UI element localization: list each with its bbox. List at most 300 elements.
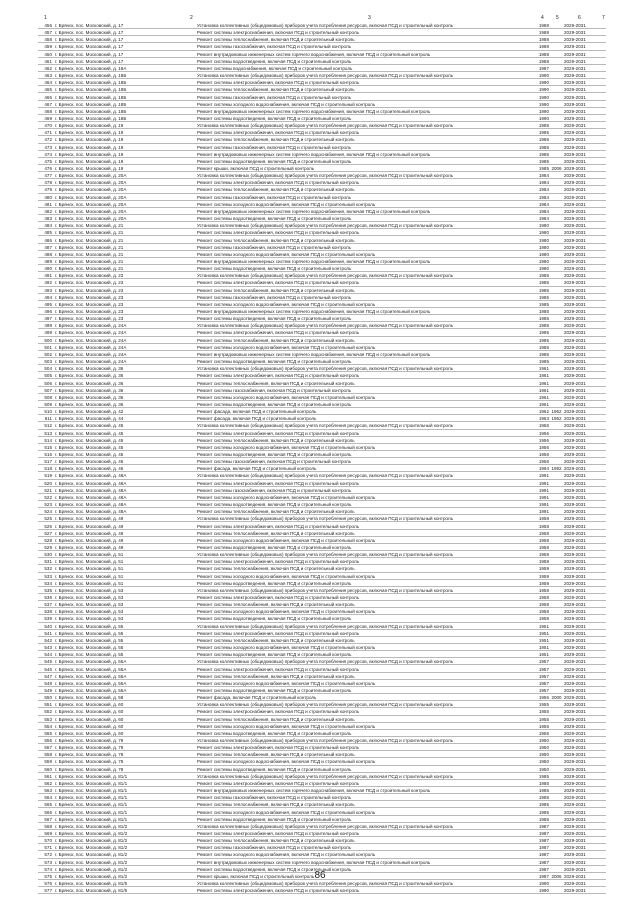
row-number: 509 xyxy=(44,401,52,407)
table-row xyxy=(0,472,640,479)
table-row xyxy=(0,136,640,143)
row-work-type: Ремонт внутридомовых инженерных систем горячего водоснабжения, включая ПСД и строительный контроль xyxy=(197,108,431,114)
table-row xyxy=(0,229,640,236)
row-number: 559 xyxy=(44,759,52,765)
table-row xyxy=(0,172,640,179)
row-address: г. Брянск, пос. Московский, д. 18Б xyxy=(55,115,127,121)
row-number: 526 xyxy=(44,523,52,529)
row-planned-period: 2029-2031 xyxy=(564,58,586,64)
row-number: 532 xyxy=(44,566,52,572)
row-work-type: Ремонт системы водоотведения, включая ПСД и строительный контроль xyxy=(197,58,352,64)
row-work-type: Ремонт системы газоснабжения, включая ПСД и строительный контроль xyxy=(197,459,352,465)
row-number: 464 xyxy=(44,80,52,86)
row-address: г. Брянск, пос. Московский, д. 23 xyxy=(55,301,124,307)
row-planned-period: 2029-2031 xyxy=(564,337,586,343)
row-planned-period: 2029-2031 xyxy=(564,494,586,500)
row-planned-period: 2029-2031 xyxy=(564,652,586,658)
row-planned-period: 2029-2031 xyxy=(564,251,586,257)
row-address: г. Брянск, пос. Московский, д. 78 xyxy=(55,745,124,751)
row-number: 512 xyxy=(44,423,52,429)
row-address: г. Брянск, пос. Московский, д. 19 xyxy=(55,130,124,136)
row-number: 490 xyxy=(44,266,52,272)
table-row xyxy=(0,851,640,858)
row-planned-period: 2029-2031 xyxy=(564,401,586,407)
row-last-repair-year: 2006 xyxy=(551,873,562,879)
row-work-type: Ремонт системы холодного водоснабжения, включая ПСД и строительный контроль xyxy=(197,723,376,729)
row-work-type: Ремонт крыши, включая ПСД и строительный контроль xyxy=(197,873,315,879)
row-number: 485 xyxy=(44,230,52,236)
row-build-year: 1959 xyxy=(538,580,549,586)
row-work-type: Ремонт фасада, включая ПСД и строительный контроль xyxy=(197,416,317,422)
row-planned-period: 2029-2031 xyxy=(564,80,586,86)
row-number: 463 xyxy=(44,73,52,79)
row-build-year: 1958 xyxy=(538,587,549,593)
table-row xyxy=(0,487,640,494)
row-address: г. Брянск, пос. Московский, д. 44 xyxy=(55,416,124,422)
row-address: г. Брянск, пос. Московский, д. 36 xyxy=(55,366,124,372)
row-number: 569 xyxy=(44,830,52,836)
row-work-type: Ремонт системы водоотведения, включая ПСД и строительный контроль xyxy=(197,316,352,322)
row-planned-period: 2029-2031 xyxy=(564,459,586,465)
row-planned-period: 2029-2031 xyxy=(564,115,586,121)
row-work-type: Ремонт внутридомовых инженерных систем горячего водоснабжения, включая ПСД и строительный контроль xyxy=(197,208,431,214)
row-build-year: 1958 xyxy=(538,616,549,622)
row-planned-period: 2029-2031 xyxy=(564,323,586,329)
row-build-year: 1987 xyxy=(538,65,549,71)
row-address: г. Брянск, пос. Московский, д. 24А xyxy=(55,337,127,343)
row-number: 523 xyxy=(44,502,52,508)
table-row xyxy=(0,508,640,515)
row-planned-period: 2029-2031 xyxy=(564,537,586,543)
row-address: г. Брянск, пос. Московский, д. 78 xyxy=(55,738,124,743)
row-address: г. Брянск, пос. Московский, д. 36 xyxy=(55,401,124,407)
row-number: 570 xyxy=(44,838,52,844)
row-build-year: 1987 xyxy=(538,866,549,872)
row-address: г. Брянск, пос. Московский, д. 24А xyxy=(55,359,127,365)
row-address: г. Брянск, пос. Московский, д. 81/1 xyxy=(55,795,128,801)
row-build-year: 1958 xyxy=(538,523,549,529)
row-planned-period: 2029-2031 xyxy=(564,573,586,579)
row-build-year: 1985 xyxy=(538,137,549,143)
row-number: 572 xyxy=(44,852,52,858)
row-number: 527 xyxy=(44,530,52,536)
row-number: 573 xyxy=(44,859,52,865)
row-work-type: Ремонт системы электроснабжения, включая ПСД и строительный контроль xyxy=(197,780,359,786)
row-build-year: 1956 xyxy=(538,444,549,450)
row-address: г. Брянск, пос. Московский, д. 81/1 xyxy=(55,816,128,822)
row-planned-period: 2029-2031 xyxy=(564,208,586,214)
table-row xyxy=(0,480,640,487)
row-work-type: Установка коллективных (общедомовых) приборов учета потребления ресурсов, включая ПСД и строительный контроль xyxy=(197,273,453,279)
row-address: г. Брянск, пос. Московский, д. 81/1 xyxy=(55,809,128,815)
table-row xyxy=(0,758,640,765)
row-address: г. Брянск, пос. Московский, д. 21 xyxy=(55,258,124,264)
table-row xyxy=(0,237,640,244)
row-number: 560 xyxy=(44,766,52,772)
row-number: 535 xyxy=(44,587,52,593)
row-work-type: Установка коллективных (общедомовых) приборов учета потребления ресурсов, включая ПСД и строительный контроль xyxy=(197,173,453,179)
row-build-year: 1985 xyxy=(538,280,549,286)
row-work-type: Ремонт внутридомовых инженерных систем горячего водоснабжения, включая ПСД и строительный контроль xyxy=(197,309,431,314)
row-build-year: 1990 xyxy=(538,94,549,100)
row-work-type: Ремонт системы газоснабжения, включая ПСД и строительный контроль xyxy=(197,795,352,801)
row-work-type: Ремонт системы холодного водоснабжения, включая ПСД и строительный контроль xyxy=(197,394,376,400)
row-address: г. Брянск, пос. Московский, д. 55А xyxy=(55,659,127,665)
row-number: 468 xyxy=(44,108,52,114)
row-planned-period: 2029-2031 xyxy=(564,759,586,765)
row-address: г. Брянск, пос. Московский, д. 81/2 xyxy=(55,873,128,879)
row-address: г. Брянск, пос. Московский, д. 17 xyxy=(55,37,124,43)
row-work-type: Ремонт системы водоотведения, включая ПСД и строительный контроль xyxy=(197,580,352,586)
row-build-year: 1985 xyxy=(538,294,549,300)
row-planned-period: 2029-2031 xyxy=(564,830,586,836)
row-work-type: Установка коллективных (общедомовых) приборов учета потребления ресурсов, включая ПСД и строительный контроль xyxy=(197,773,453,779)
row-address: г. Брянск, пос. Московский, д. 78 xyxy=(55,759,124,765)
table-row xyxy=(0,279,640,286)
row-work-type: Ремонт системы газоснабжения, включая ПСД и строительный контроль xyxy=(197,94,352,100)
row-address: г. Брянск, пос. Московский, д. 23 xyxy=(55,309,124,314)
row-work-type: Ремонт системы теплоснабжения, включая ПСД и строительный контроль xyxy=(197,752,355,758)
row-address: г. Брянск, пос. Московский, д. 46 xyxy=(55,466,124,472)
column-header-3: 3 xyxy=(368,15,371,21)
row-build-year: 1959 xyxy=(538,573,549,579)
row-build-year: 1980 xyxy=(538,244,549,250)
table-row xyxy=(0,51,640,58)
row-number: 543 xyxy=(44,645,52,651)
row-planned-period: 2029-2031 xyxy=(564,423,586,429)
row-number: 538 xyxy=(44,609,52,615)
row-work-type: Ремонт системы электроснабжения, включая ПСД и строительный контроль xyxy=(197,630,359,636)
table-row xyxy=(0,179,640,186)
row-build-year: 1955 xyxy=(538,702,549,708)
row-work-type: Установка коллективных (общедомовых) приборов учета потребления ресурсов, включая ПСД и строительный контроль xyxy=(197,516,453,522)
row-build-year: 1985 xyxy=(538,287,549,293)
table-row xyxy=(0,523,640,530)
column-header-row xyxy=(0,14,640,22)
row-build-year: 1951 xyxy=(538,652,549,658)
row-work-type: Ремонт системы холодного водоснабжения, включая ПСД и строительный контроль xyxy=(197,645,376,651)
row-work-type: Ремонт системы теплоснабжения, включая ПСД и строительный контроль xyxy=(197,673,355,679)
row-number: 536 xyxy=(44,595,52,600)
row-planned-period: 2029-2031 xyxy=(564,852,586,858)
row-planned-period: 2029-2031 xyxy=(564,730,586,736)
row-work-type: Ремонт внутридомовых инженерных систем горячего водоснабжения, включая ПСД и строительный контроль xyxy=(197,151,431,157)
table-row xyxy=(0,408,640,415)
row-address: г. Брянск, пос. Московский, д. 18Б xyxy=(55,87,127,93)
row-build-year: 1951 xyxy=(538,630,549,636)
row-number: 558 xyxy=(44,752,52,758)
row-number: 574 xyxy=(44,866,52,872)
row-number: 547 xyxy=(44,673,52,679)
row-build-year: 1985 xyxy=(538,309,549,314)
row-planned-period: 2029-2031 xyxy=(564,301,586,307)
row-number: 456 xyxy=(44,23,52,28)
row-work-type: Ремонт системы газоснабжения, включая ПСД и строительный контроль xyxy=(197,144,352,150)
row-address: г. Брянск, пос. Московский, д. 81/2 xyxy=(55,823,128,829)
row-number: 502 xyxy=(44,351,52,357)
row-number: 480 xyxy=(44,194,52,200)
row-work-type: Ремонт внутридомовых инженерных систем горячего водоснабжения, включая ПСД и строительный контроль xyxy=(197,258,431,264)
row-build-year: 1985 xyxy=(538,158,549,164)
row-work-type: Ремонт системы холодного водоснабжения, включая ПСД и строительный контроль xyxy=(197,201,376,207)
row-build-year: 1980 xyxy=(538,266,549,272)
row-number: 567 xyxy=(44,816,52,822)
row-planned-period: 2029-2031 xyxy=(564,258,586,264)
row-build-year: 1950 xyxy=(538,752,549,758)
row-address: г. Брянск, пос. Московский, д. 18А xyxy=(55,65,127,71)
table-row xyxy=(0,394,640,401)
row-number: 517 xyxy=(44,459,52,465)
row-build-year: 1984 xyxy=(538,194,549,200)
row-work-type: Установка коллективных (общедомовых) приборов учета потребления ресурсов, включая ПСД и строительный контроль xyxy=(197,323,453,329)
row-number: 516 xyxy=(44,452,52,457)
row-work-type: Ремонт системы теплоснабжения, включая ПСД и строительный контроль xyxy=(197,287,355,293)
row-address: г. Брянск, пос. Московский, д. 81/2 xyxy=(55,852,128,858)
row-work-type: Ремонт системы водоотведения, включая ПСД и строительный контроль xyxy=(197,866,352,872)
row-address: г. Брянск, пос. Московский, д. 18Б xyxy=(55,101,127,107)
table-row xyxy=(0,766,640,773)
row-address: г. Брянск, пос. Московский, д. 81/1 xyxy=(55,802,128,808)
row-build-year: 1984 xyxy=(538,187,549,193)
row-address: г. Брянск, пос. Московский, д. 19 xyxy=(55,166,124,171)
table-row xyxy=(0,86,640,93)
row-work-type: Установка коллективных (общедомовых) приборов учета потребления ресурсов, включая ПСД и строительный контроль xyxy=(197,73,453,79)
table-row xyxy=(0,794,640,801)
row-build-year: 1958 xyxy=(538,530,549,536)
row-address: г. Брянск, пос. Московский, д. 18Б xyxy=(55,94,127,100)
table-row xyxy=(0,608,640,615)
row-number: 552 xyxy=(44,709,52,715)
row-build-year: 1961 xyxy=(538,373,549,379)
row-planned-period: 2029-2031 xyxy=(564,587,586,593)
row-planned-period: 2029-2031 xyxy=(564,745,586,751)
row-address: г. Брянск, пос. Московский, д. 60 xyxy=(55,702,124,708)
table-row xyxy=(0,308,640,315)
row-work-type: Ремонт системы электроснабжения, включая ПСД и строительный контроль xyxy=(197,745,359,751)
table-row xyxy=(0,558,640,565)
row-planned-period: 2029-2031 xyxy=(564,723,586,729)
row-address: г. Брянск, пос. Московский, д. 23 xyxy=(55,316,124,322)
row-number: 465 xyxy=(44,87,52,93)
row-planned-period: 2029-2031 xyxy=(564,280,586,286)
row-build-year: 1984 xyxy=(538,180,549,186)
table-row xyxy=(0,451,640,458)
row-build-year: 1987 xyxy=(538,873,549,879)
table-row xyxy=(0,716,640,723)
row-work-type: Ремонт системы электроснабжения, включая ПСД и строительный контроль xyxy=(197,709,359,715)
row-address: г. Брянск, пос. Московский, д. 55 xyxy=(55,630,124,636)
table-row xyxy=(0,773,640,780)
row-planned-period: 2029-2031 xyxy=(564,523,586,529)
row-number: 546 xyxy=(44,666,52,672)
row-planned-period: 2029-2031 xyxy=(564,609,586,615)
row-number: 556 xyxy=(44,738,52,743)
row-number: 510 xyxy=(44,409,52,415)
row-build-year: 1990 xyxy=(538,115,549,121)
table-row xyxy=(0,837,640,844)
row-planned-period: 2029-2031 xyxy=(564,616,586,622)
row-address: г. Брянск, пос. Московский, д. 19 xyxy=(55,123,124,129)
row-address: г. Брянск, пос. Московский, д. 45 xyxy=(55,444,124,450)
table-row xyxy=(0,115,640,122)
row-planned-period: 2029-2031 xyxy=(564,802,586,808)
row-address: г. Брянск, пос. Московский, д. 20А xyxy=(55,208,127,214)
row-number: 557 xyxy=(44,745,52,751)
row-number: 553 xyxy=(44,716,52,722)
row-planned-period: 2029-2031 xyxy=(564,444,586,450)
table-row xyxy=(0,265,640,272)
column-header-5: 5 xyxy=(556,15,559,21)
row-work-type: Ремонт системы водоотведения, включая ПСД и строительный контроль xyxy=(197,266,352,272)
row-build-year: 1950 xyxy=(538,759,549,765)
row-build-year: 1987 xyxy=(538,859,549,865)
row-work-type: Ремонт системы теплоснабжения, включая ПСД и строительный контроль xyxy=(197,187,355,193)
row-address: г. Брянск, пос. Московский, д. 55А xyxy=(55,673,127,679)
row-work-type: Ремонт системы теплоснабжения, включая ПСД и строительный контроль xyxy=(197,87,355,93)
row-number: 561 xyxy=(44,773,52,779)
row-work-type: Ремонт системы холодного водоснабжения, включая ПСД и строительный контроль xyxy=(197,852,376,858)
row-build-year: 1994 xyxy=(538,466,549,472)
table-row xyxy=(0,422,640,429)
row-address: г. Брянск, пос. Московский, д. 20А xyxy=(55,173,127,179)
table-row xyxy=(0,723,640,730)
row-address: г. Брянск, пос. Московский, д. 60 xyxy=(55,723,124,729)
table-row xyxy=(0,651,640,658)
row-address: г. Брянск, пос. Московский, д. 18Б xyxy=(55,80,127,86)
row-planned-period: 2029-2031 xyxy=(564,273,586,279)
table-row xyxy=(0,587,640,594)
row-planned-period: 2029-2031 xyxy=(564,437,586,443)
row-build-year: 1987 xyxy=(538,830,549,836)
row-work-type: Установка коллективных (общедомовых) приборов учета потребления ресурсов, включая ПСД и строительный контроль xyxy=(197,366,453,372)
row-build-year: 1961 xyxy=(538,387,549,393)
row-build-year: 1985 xyxy=(538,795,549,801)
row-number: 507 xyxy=(44,387,52,393)
row-build-year: 1990 xyxy=(538,881,549,886)
table-row xyxy=(0,751,640,758)
row-build-year: 1963 xyxy=(538,416,549,422)
row-address: г. Брянск, пос. Московский, д. 18Б xyxy=(55,73,127,79)
row-number: 481 xyxy=(44,201,52,207)
row-build-year: 1988 xyxy=(538,23,549,28)
row-work-type: Ремонт системы водоотведения, включая ПСД и строительный контроль xyxy=(197,401,352,407)
row-address: г. Брянск, пос. Московский, д. 24А xyxy=(55,330,127,336)
column-header-7: 7 xyxy=(602,15,605,21)
row-planned-period: 2029-2031 xyxy=(564,595,586,600)
row-build-year: 1991 xyxy=(538,502,549,508)
column-header-4: 4 xyxy=(541,15,544,21)
row-build-year: 1958 xyxy=(538,609,549,615)
row-build-year: 1961 xyxy=(538,380,549,386)
row-number: 491 xyxy=(44,273,52,279)
row-work-type: Установка коллективных (общедомовых) приборов учета потребления ресурсов, включая ПСД и строительный контроль xyxy=(197,23,453,28)
table-row xyxy=(0,515,640,522)
row-planned-period: 2029-2031 xyxy=(564,487,586,493)
table-row xyxy=(0,658,640,665)
table-row xyxy=(0,43,640,50)
row-address: г. Брянск, пос. Московский, д. 51 xyxy=(55,566,124,572)
row-planned-period: 2029-2031 xyxy=(564,37,586,43)
row-work-type: Ремонт системы теплоснабжения, включая ПСД и строительный контроль xyxy=(197,566,355,572)
row-work-type: Ремонт системы водоотведения, включая ПСД и строительный контроль xyxy=(197,616,352,622)
row-build-year: 1950 xyxy=(538,766,549,772)
row-build-year: 1958 xyxy=(538,602,549,608)
row-planned-period: 2029-2031 xyxy=(564,309,586,314)
row-planned-period: 2029-2031 xyxy=(564,216,586,222)
column-header-2: 2 xyxy=(190,15,193,21)
row-address: г. Брянск, пос. Московский, д. 81/2 xyxy=(55,866,128,872)
row-build-year: 1991 xyxy=(538,480,549,486)
row-number: 524 xyxy=(44,509,52,515)
row-address: г. Брянск, пос. Московский, д. 24А xyxy=(55,351,127,357)
row-planned-period: 2029-2031 xyxy=(564,452,586,457)
row-planned-period: 2029-2031 xyxy=(564,65,586,71)
row-work-type: Установка коллективных (общедомовых) приборов учета потребления ресурсов, включая ПСД и строительный контроль xyxy=(197,823,453,829)
row-build-year: 1985 xyxy=(538,130,549,136)
row-address: г. Брянск, пос. Московский, д. 81/5 xyxy=(55,888,128,894)
row-number: 542 xyxy=(44,637,52,643)
row-planned-period: 2029-2031 xyxy=(564,602,586,608)
table-row xyxy=(0,680,640,687)
row-address: г. Брянск, пос. Московский, д. 45 xyxy=(55,437,124,443)
row-planned-period: 2029-2031 xyxy=(564,137,586,143)
row-build-year: 1958 xyxy=(538,537,549,543)
row-number: 495 xyxy=(44,301,52,307)
row-build-year: 1980 xyxy=(538,258,549,264)
row-work-type: Ремонт системы газоснабжения, включая ПСД и строительный контроль xyxy=(197,244,352,250)
row-address: г. Брянск, пос. Московский, д. 20А xyxy=(55,180,127,186)
row-build-year: 1985 xyxy=(538,323,549,329)
row-number: 531 xyxy=(44,559,52,565)
row-planned-period: 2029-2031 xyxy=(564,809,586,815)
row-address: г. Брянск, пос. Московский, д. 48А xyxy=(55,487,127,493)
row-work-type: Ремонт системы газоснабжения, включая ПСД и строительный контроль xyxy=(197,487,352,493)
row-number: 533 xyxy=(44,573,52,579)
row-address: г. Брянск, пос. Московский, д. 81/2 xyxy=(55,845,128,851)
row-number: 562 xyxy=(44,780,52,786)
row-build-year: 1956 xyxy=(538,423,549,429)
row-address: г. Брянск, пос. Московский, д. 60 xyxy=(55,716,124,722)
row-number: 473 xyxy=(44,144,52,150)
row-planned-period: 2029-2031 xyxy=(564,566,586,572)
row-address: г. Брянск, пос. Московский, д. 53 xyxy=(55,595,124,600)
table-row xyxy=(0,666,640,673)
table-row xyxy=(0,644,640,651)
row-work-type: Установка коллективных (общедомовых) приборов учета потребления ресурсов, включая ПСД и строительный контроль xyxy=(197,552,453,558)
row-address: г. Брянск, пос. Московский, д. 49 xyxy=(55,544,124,550)
row-build-year: 1991 xyxy=(538,473,549,479)
row-planned-period: 2029-2031 xyxy=(564,294,586,300)
table-row xyxy=(0,580,640,587)
row-build-year: 1957 xyxy=(538,666,549,672)
page-number: 86 xyxy=(314,870,326,881)
row-number: 472 xyxy=(44,137,52,143)
row-address: г. Брянск, пос. Московский, д. 45 xyxy=(55,452,124,457)
row-planned-period: 2029-2031 xyxy=(564,859,586,865)
row-number: 519 xyxy=(44,473,52,479)
table-row xyxy=(0,544,640,551)
row-number: 537 xyxy=(44,602,52,608)
row-address: г. Брянск, пос. Московский, д. 81/1 xyxy=(55,780,128,786)
row-build-year: 1987 xyxy=(538,838,549,844)
table-row xyxy=(0,294,640,301)
row-planned-period: 2029-2031 xyxy=(564,180,586,186)
row-work-type: Ремонт системы теплоснабжения, включая ПСД и строительный контроль xyxy=(197,237,355,243)
row-build-year: 1955 xyxy=(538,709,549,715)
row-planned-period: 2029-2031 xyxy=(564,30,586,36)
row-number: 503 xyxy=(44,359,52,365)
row-build-year: 1990 xyxy=(538,108,549,114)
